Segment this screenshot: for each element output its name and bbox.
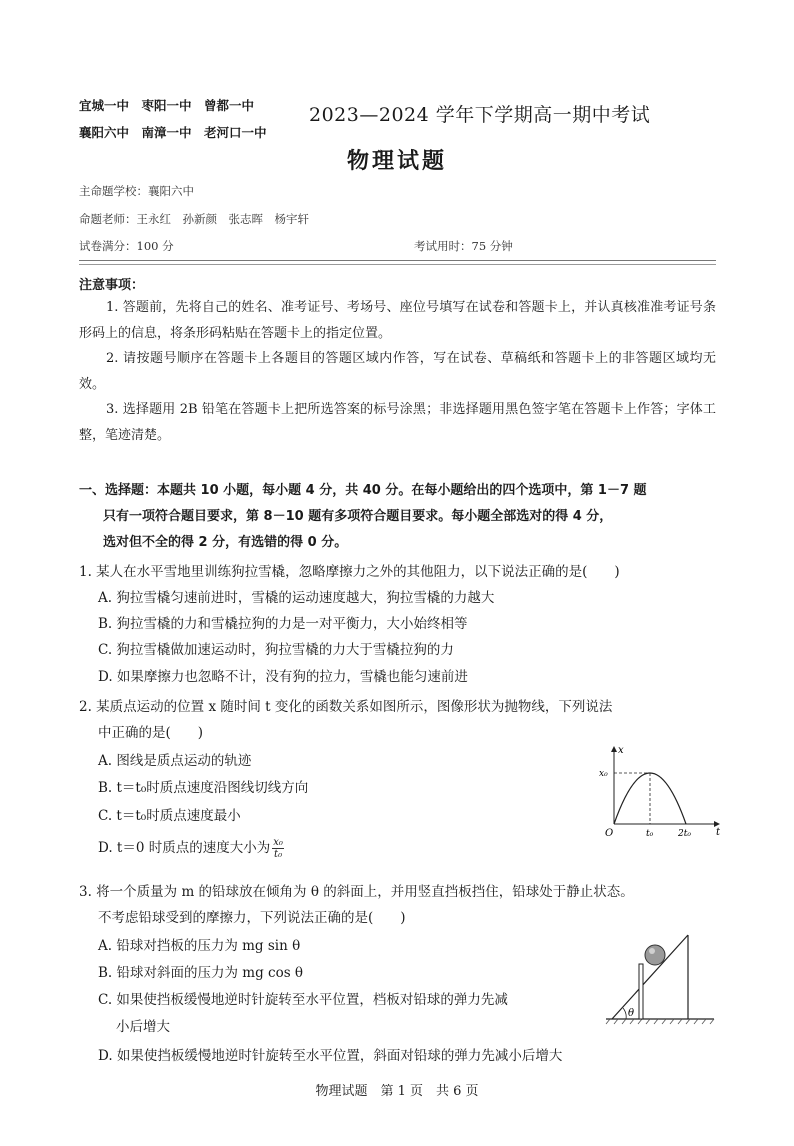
section-heading-line-1: 一、选择题：本题共 10 小题，每小题 4 分，共 40 分。在每小题给出的四个选项中，第 1－7 题: [79, 483, 647, 498]
page-footer: 物理试题 第 1 页 共 6 页: [315, 1084, 479, 1099]
question-3-option-b: B. 铅球对斜面的压力为 mg cos θ: [98, 965, 304, 981]
angle-arc: [623, 1008, 626, 1019]
fraction-numerator: x₀: [273, 837, 283, 848]
question-3-option-c-line-1: C. 如果使挡板缓慢地逆时针旋转至水平位置，档板对铅球的弹力先减: [98, 992, 508, 1008]
question-2-option-a: A. 图线是质点运动的轨迹: [98, 753, 252, 769]
exam-title: 2023—2024 学年下学期高一期中考试: [309, 104, 651, 126]
section-heading-line-3: 选对但不全的得 2 分，有选错的得 0 分。: [103, 535, 348, 550]
2t0-label: 2t₀: [678, 829, 691, 839]
question-3-stem-line-1: 3. 将一个质量为 m 的铅球放在倾角为 θ 的斜面上，并用竖直挡板挡住，铅球处于静止状态。: [79, 884, 634, 900]
exam-time: 考试用时：75 分钟: [414, 239, 513, 253]
question-2-option-b: B. t＝t₀时质点速度沿图线切线方向: [98, 780, 309, 796]
question-3-option-c-line-2: 小后增大: [116, 1019, 170, 1035]
lead-ball: [645, 945, 665, 965]
subject-title: 物理试题: [346, 149, 447, 174]
question-2-option-d-text: D. t＝0 时质点的速度大小为: [98, 840, 271, 856]
header-divider: [79, 260, 716, 261]
fraction-denominator: t₀: [274, 849, 283, 860]
notice-item-3: 3. 选择题用 2B 铅笔在答题卡上把所选答案的标号涂黑；非选择题用黑色签字笔在答题卡上作答；字体工整，笔迹清楚。: [79, 402, 716, 443]
school-list: [79, 92, 267, 146]
schools-row-2: 襄阳六中 南漳一中 老河口一中: [79, 125, 267, 140]
question-1-option-b: B. 狗拉雪橇的力和雪橇拉狗的力是一对平衡力，大小始终相等: [98, 616, 468, 632]
question-1-option-d: D. 如果摩擦力也忽略不计，没有狗的拉力，雪橇也能匀速前进: [98, 669, 468, 685]
t0-label: t₀: [646, 829, 654, 839]
full-score: 试卷满分：100 分: [79, 239, 174, 253]
question-2-option-d: [98, 836, 284, 860]
fraction-x0-over-t0: [272, 837, 284, 860]
x0-label: x₀: [599, 769, 608, 779]
notice-heading: 注意事项：: [79, 278, 145, 293]
position-time-graph: [594, 742, 726, 842]
section-heading-line-2: 只有一项符合题目要求，第 8－10 题有多项符合题目要求。每小题全部选对的得 4 分，: [103, 509, 613, 524]
question-3-option-d: D. 如果使挡板缓慢地逆时针旋转至水平位置，斜面对铅球的弹力先减小后增大: [98, 1048, 563, 1064]
question-1-option-c: C. 狗拉雪橇做加速运动时，狗拉雪橇的力大于雪橇拉狗的力: [98, 642, 454, 658]
theta-label: θ: [628, 1008, 635, 1019]
incline-ball-figure: [600, 928, 720, 1026]
question-2-stem-line-2: 中正确的是( ): [98, 725, 204, 741]
header-divider-thin: [79, 264, 716, 265]
ball-highlight: [649, 948, 655, 954]
ground-hatch: [606, 1019, 714, 1024]
question-1-stem: 1. 某人在水平雪地里训练狗拉雪橇，忽略摩擦力之外的其他阻力，以下说法正确的是( ): [79, 564, 620, 580]
question-1-option-a: A. 狗拉雪橇匀速前进时，雪橇的运动速度越大，狗拉雪橇的力越大: [98, 590, 495, 606]
question-2-stem-line-1: 2. 某质点运动的位置 x 随时间 t 变化的函数关系如图所示，图像形状为抛物线，下列说法: [79, 699, 613, 715]
origin-label: O: [605, 828, 614, 839]
schools-row-1: 宜城一中 枣阳一中 曾都一中: [79, 98, 255, 113]
notice-item-1: 1. 答题前，先将自己的姓名、准考证号、考场号、座位号填写在试卷和答题卡上，并认真核准准考证号条形码上的信息，将条形码粘贴在答题卡上的指定位置。: [79, 300, 716, 341]
question-3-option-a: A. 铅球对挡板的压力为 mg sin θ: [98, 938, 301, 954]
setter-school: 主命题学校：襄阳六中: [79, 184, 194, 198]
question-3-stem-line-2: 不考虑铅球受到的摩擦力，下列说法正确的是( ): [98, 910, 406, 926]
question-2-option-c: C. t＝t₀时质点速度最小: [98, 808, 241, 824]
setter-teachers: 命题老师：王永红 孙新颜 张志晖 杨宇轩: [79, 212, 309, 226]
notice-item-2: 2. 请按题号顺序在答题卡上各题目的答题区域内作答，写在试卷、草稿纸和答题卡上的非答题区域均无效。: [79, 351, 716, 392]
vertical-baffle: [639, 964, 643, 1019]
x-axis-label: x: [618, 745, 624, 756]
t-axis-name: t: [716, 827, 721, 838]
